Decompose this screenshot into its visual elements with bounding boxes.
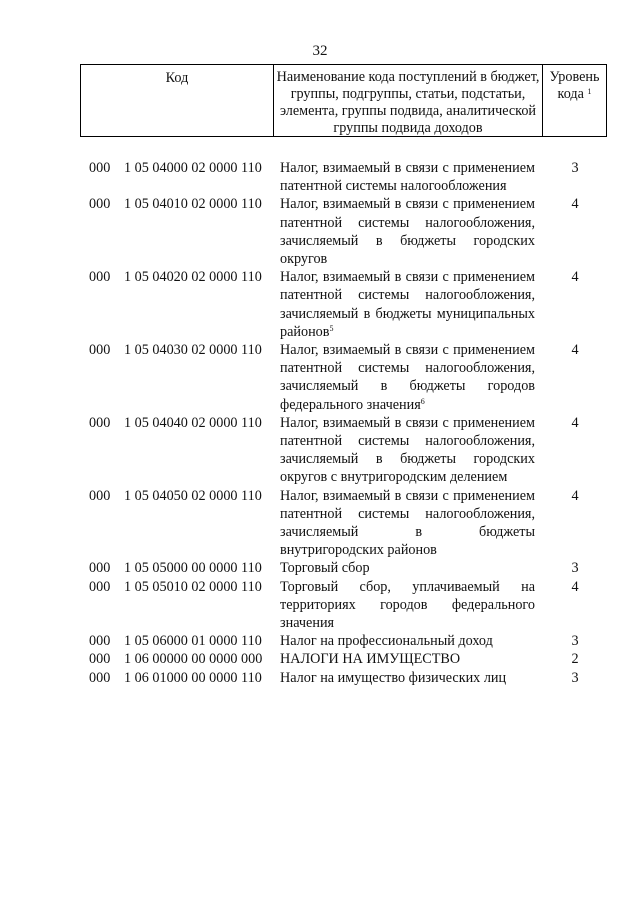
row-code: 1 05 05010 02 0000 110 bbox=[124, 578, 262, 595]
row-level: 4 bbox=[571, 414, 579, 431]
row-name-text: Налог, взимаемый в связи с применением патентной системы налогообложения, зачисляемый в бюджеты городских округов с внутригородским делением bbox=[280, 414, 535, 486]
row-admin-code: 000 bbox=[89, 342, 111, 359]
row-level: 3 bbox=[571, 669, 579, 686]
header-level bbox=[543, 65, 606, 136]
header-code: Код bbox=[81, 65, 274, 136]
row-name bbox=[280, 578, 535, 633]
row-footnote: 6 bbox=[420, 396, 425, 406]
table-row bbox=[0, 268, 640, 341]
row-name-text: Налог, взимаемый в связи с применением патентной системы налогообложения, зачисляемый в бюджеты городских округов bbox=[280, 196, 535, 268]
row-level: 3 bbox=[571, 560, 579, 577]
table-body bbox=[0, 159, 640, 687]
row-level: 3 bbox=[571, 633, 579, 650]
row-level: 3 bbox=[571, 160, 579, 176]
row-code: 1 05 04000 02 0000 110 bbox=[124, 160, 262, 176]
header-level-label: Уровень кода bbox=[549, 69, 600, 102]
row-code: 1 05 04010 02 0000 110 bbox=[124, 196, 262, 213]
row-code: 1 05 06000 01 0000 110 bbox=[124, 633, 262, 650]
row-level: 4 bbox=[571, 196, 579, 213]
row-code: 1 06 00000 00 0000 000 bbox=[124, 651, 263, 668]
row-name-text: Налог, взимаемый в связи с применением патентной системы налогообложения, зачисляемый в бюджеты муниципальных районов bbox=[280, 269, 535, 340]
row-name-text: Торговый сбор, уплачиваемый на территориях городов федерального значения bbox=[280, 578, 535, 632]
table-row bbox=[0, 632, 640, 650]
row-name bbox=[280, 268, 535, 341]
table-row bbox=[0, 578, 640, 633]
row-name-text: Налог на профессиональный доход bbox=[280, 633, 493, 650]
row-admin-code: 000 bbox=[89, 487, 111, 504]
row-name bbox=[280, 159, 535, 195]
row-name-text: Налог, взимаемый в связи с применением патентной системы налогообложения, зачисляемый в бюджеты внутригородских районов bbox=[280, 487, 535, 559]
row-level: 4 bbox=[571, 487, 579, 504]
row-code: 1 05 04020 02 0000 110 bbox=[124, 269, 262, 286]
header-level-footnote: 1 bbox=[587, 87, 592, 96]
row-name-text: Торговый сбор bbox=[280, 560, 370, 577]
row-code: 1 05 04030 02 0000 110 bbox=[124, 342, 262, 359]
row-name bbox=[280, 559, 535, 577]
row-name bbox=[280, 341, 535, 414]
row-admin-code: 000 bbox=[89, 269, 111, 286]
table-row bbox=[0, 341, 640, 414]
table-row bbox=[0, 414, 640, 487]
row-name bbox=[280, 487, 535, 560]
row-admin-code: 000 bbox=[89, 414, 111, 431]
row-name bbox=[280, 195, 535, 268]
table-row bbox=[0, 195, 640, 268]
row-name-text: НАЛОГИ НА ИМУЩЕСТВО bbox=[280, 651, 461, 668]
row-name bbox=[280, 414, 535, 487]
row-footnote: 5 bbox=[329, 323, 334, 333]
row-admin-code: 000 bbox=[89, 578, 111, 595]
row-name bbox=[280, 632, 535, 650]
table-header bbox=[80, 64, 607, 137]
row-admin-code: 000 bbox=[89, 669, 111, 686]
header-name: Наименование кода поступлений в бюджет, группы, подгруппы, статьи, подстатьи, элемента, группы подвида, аналитической группы подвида доходов bbox=[274, 65, 543, 136]
row-name bbox=[280, 650, 535, 668]
row-level: 2 bbox=[571, 651, 579, 668]
row-admin-code: 000 bbox=[89, 196, 111, 213]
row-name-text: Налог на имущество физических лиц bbox=[280, 669, 507, 686]
table-row bbox=[0, 650, 640, 668]
row-admin-code: 000 bbox=[89, 633, 111, 650]
row-admin-code: 000 bbox=[89, 560, 111, 577]
table-row bbox=[0, 487, 640, 560]
row-code: 1 05 05000 00 0000 110 bbox=[124, 560, 262, 577]
row-name bbox=[280, 669, 535, 687]
row-level: 4 bbox=[571, 578, 579, 595]
row-name-text: Налог, взимаемый в связи с применением патентной системы налогообложения, зачисляемый в бюджеты городов федерального значения bbox=[280, 342, 535, 413]
row-code: 1 06 01000 00 0000 110 bbox=[124, 669, 262, 686]
row-code: 1 05 04050 02 0000 110 bbox=[124, 487, 262, 504]
table-row bbox=[0, 559, 640, 577]
row-code: 1 05 04040 02 0000 110 bbox=[124, 414, 262, 431]
row-name-text: Налог, взимаемый в связи с применением патентной системы налогообложения bbox=[280, 160, 535, 195]
page-number: 32 bbox=[312, 43, 328, 59]
row-level: 4 bbox=[571, 269, 579, 286]
table-row bbox=[0, 669, 640, 687]
row-level: 4 bbox=[571, 342, 579, 359]
row-admin-code: 000 bbox=[89, 160, 111, 176]
row-admin-code: 000 bbox=[89, 651, 111, 668]
table-row bbox=[0, 159, 640, 195]
